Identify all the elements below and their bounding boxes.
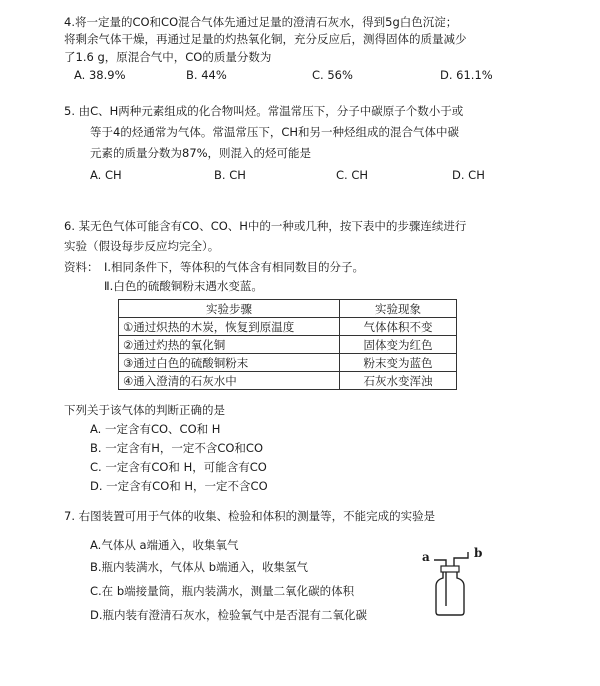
table-row [119,336,457,354]
q4-option-a: A. 38.9% [74,68,126,82]
q6-option-a: A. 一定含有CO、CO和 H [90,422,221,436]
q6-info-1: Ⅰ.相同条件下，等体积的气体含有相同数目的分子。 [104,260,365,274]
table-header-results: 实验现象 [340,300,457,318]
q6-line-2: 实验（假设每步反应均完全）。 [64,239,220,253]
q6-option-b: B. 一定含有H，一定不含CO和CO [90,441,264,455]
q6-line-1: 6. 某无色气体可能含有CO、CO、H中的一种或几种，按下表中的步骤连续进行 [64,219,467,233]
q5-option-b: B. CH [214,168,246,182]
q6-info-2: Ⅱ.白色的硫酸铜粉末遇水变蓝。 [104,279,263,293]
q7-option-d: D.瓶内装有澄清石灰水，检验氧气中是否混有二氧化碳 [90,608,368,622]
q7-option-b: B.瓶内装满水，气体从 b端通入，收集氢气 [90,560,308,574]
q5-option-c: C. CH [336,168,369,182]
table-row [119,372,457,390]
table-cell-step: ③通过白色的硫酸铜粉末 [119,354,340,372]
q5-option-a: A. CH [90,168,122,182]
q6-info-label: 资料： [64,260,99,274]
gas-bottle-figure [420,548,490,618]
q5-line-3: 元素的质量分数为87%，则混入的烃可能是 [90,146,312,160]
table-header-row [119,300,457,318]
q6-option-d: D. 一定含有CO和 H，一定不含CO [90,479,268,493]
table-cell-step: ②通过灼热的氧化铜 [119,336,340,354]
fig-label-b: b [474,546,483,560]
table-cell-step: ④通入澄清的石灰水中 [119,372,340,390]
q4-line-3: 了1.6 g，原混合气中，CO的质量分数为 [64,50,272,64]
table-cell-result: 气体体积不变 [340,318,457,336]
q4-option-c: C. 56% [312,68,353,82]
table-cell-result: 固体变为红色 [340,336,457,354]
q6-prompt: 下列关于该气体的判断正确的是 [64,403,225,417]
q6-option-c: C. 一定含有CO和 H，可能含有CO [90,460,267,474]
q5-line-1: 5. 由C、H两种元素组成的化合物叫烃。常温常压下，分子中碳原子个数小于或 [64,104,464,118]
q5-option-d: D. CH [452,168,485,182]
q5-line-2: 等于4的烃通常为气体。常温常压下，CH和另一种烃组成的混合气体中碳 [90,125,459,139]
table-header-steps: 实验步骤 [119,300,340,318]
q7-option-c: C.在 b端接量筒，瓶内装满水，测量二氧化碳的体积 [90,584,355,598]
fig-label-a: a [422,550,430,564]
table-cell-result: 石灰水变浑浊 [340,372,457,390]
q4-option-d: D. 61.1% [440,68,493,82]
q4-option-b: B. 44% [186,68,227,82]
table-row [119,354,457,372]
q7-line-1: 7. 右图装置可用于气体的收集、检验和体积的测量等，不能完成的实验是 [64,509,436,523]
experiment-table [118,299,457,390]
q7-option-a: A.气体从 a端通入，收集氧气 [90,538,239,552]
table-cell-step: ①通过炽热的木炭，恢复到原温度 [119,318,340,336]
table-cell-result: 粉末变为蓝色 [340,354,457,372]
table-row [119,318,457,336]
q4-line-2: 将剩余气体干燥，再通过足量的灼热氧化铜，充分反应后，测得固体的质量减少 [64,32,467,46]
q4-line-1: 4.将一定量的CO和CO混合气体先通过足量的澄清石灰水，得到5g白色沉淀； [64,15,458,29]
